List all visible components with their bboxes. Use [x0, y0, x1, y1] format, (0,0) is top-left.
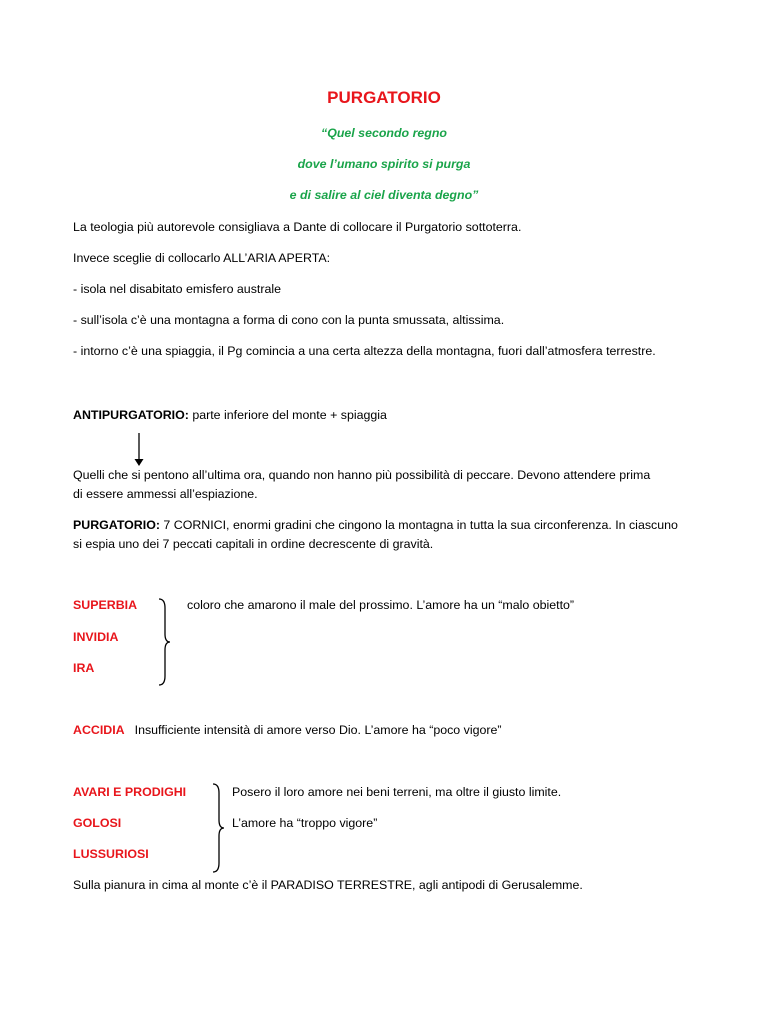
antipurgatorio-line — [73, 408, 387, 422]
intro-bullet-2: - sull’isola c’è una montagna a forma di cono con la punta smussata, altissima. — [73, 313, 505, 327]
brace-icon — [210, 783, 226, 873]
purgatorio-line-2: si espia uno dei 7 peccati capitali in ordine decrescente di gravità. — [73, 537, 434, 551]
group2-desc-2: L’amore ha “troppo vigore” — [232, 816, 378, 830]
accidia-line — [73, 723, 502, 737]
intro-bullet-3: - intorno c’è una spiaggia, il Pg comincia a una certa altezza della montagna, fuori dall’atmosfera terrestre. — [73, 344, 656, 358]
accidia-desc: Insufficiente intensità di amore verso Dio. L’amore ha “poco vigore” — [134, 723, 502, 737]
intro-paragraph-2: Invece sceglie di collocarlo ALL’ARIA APERTA: — [73, 251, 331, 265]
sin-ira: IRA — [73, 661, 95, 675]
antipurgatorio-desc-2: di essere ammessi all’espiazione. — [73, 487, 258, 501]
sin-accidia: ACCIDIA — [73, 723, 125, 737]
closing-paragraph: Sulla pianura in cima al monte c’è il PARADISO TERRESTRE, agli antipodi di Gerusalemme. — [73, 878, 583, 892]
quote-line-1: “Quel secondo regno — [321, 126, 447, 140]
purgatorio-text-1: 7 CORNICI, enormi gradini che cingono la montagna in tutta la sua circonferenza. In ciascuno — [159, 518, 678, 532]
page-title: PURGATORIO — [327, 88, 441, 107]
antipurgatorio-desc-1: Quelli che si pentono all’ultima ora, quando non hanno più possibilità di peccare. Devono attendere prima — [73, 468, 651, 482]
quote-line-3: e di salire al ciel diventa degno” — [289, 188, 479, 202]
brace-icon — [156, 598, 172, 686]
group1-desc: coloro che amarono il male del prossimo. L’amore ha un “malo obietto” — [187, 598, 575, 612]
antipurgatorio-label: ANTIPURGATORIO: — [73, 408, 189, 422]
antipurgatorio-text: parte inferiore del monte + spiaggia — [188, 408, 387, 422]
sin-superbia: SUPERBIA — [73, 598, 138, 612]
purgatorio-label: PURGATORIO: — [73, 518, 160, 532]
sin-lussuriosi: LUSSURIOSI — [73, 847, 149, 861]
quote-line-2: dove l’umano spirito si purga — [297, 157, 471, 171]
down-arrow-icon — [132, 433, 146, 467]
group2-desc-1: Posero il loro amore nei beni terreni, ma oltre il giusto limite. — [232, 785, 562, 799]
intro-bullet-1: - isola nel disabitato emisfero australe — [73, 282, 281, 296]
sin-invidia: INVIDIA — [73, 630, 119, 644]
sin-avari-prodighi: AVARI E PRODIGHI — [73, 785, 187, 799]
intro-paragraph-1: La teologia più autorevole consigliava a Dante di collocare il Purgatorio sottoterra. — [73, 220, 522, 234]
sin-golosi: GOLOSI — [73, 816, 122, 830]
purgatorio-line-1 — [73, 518, 678, 532]
